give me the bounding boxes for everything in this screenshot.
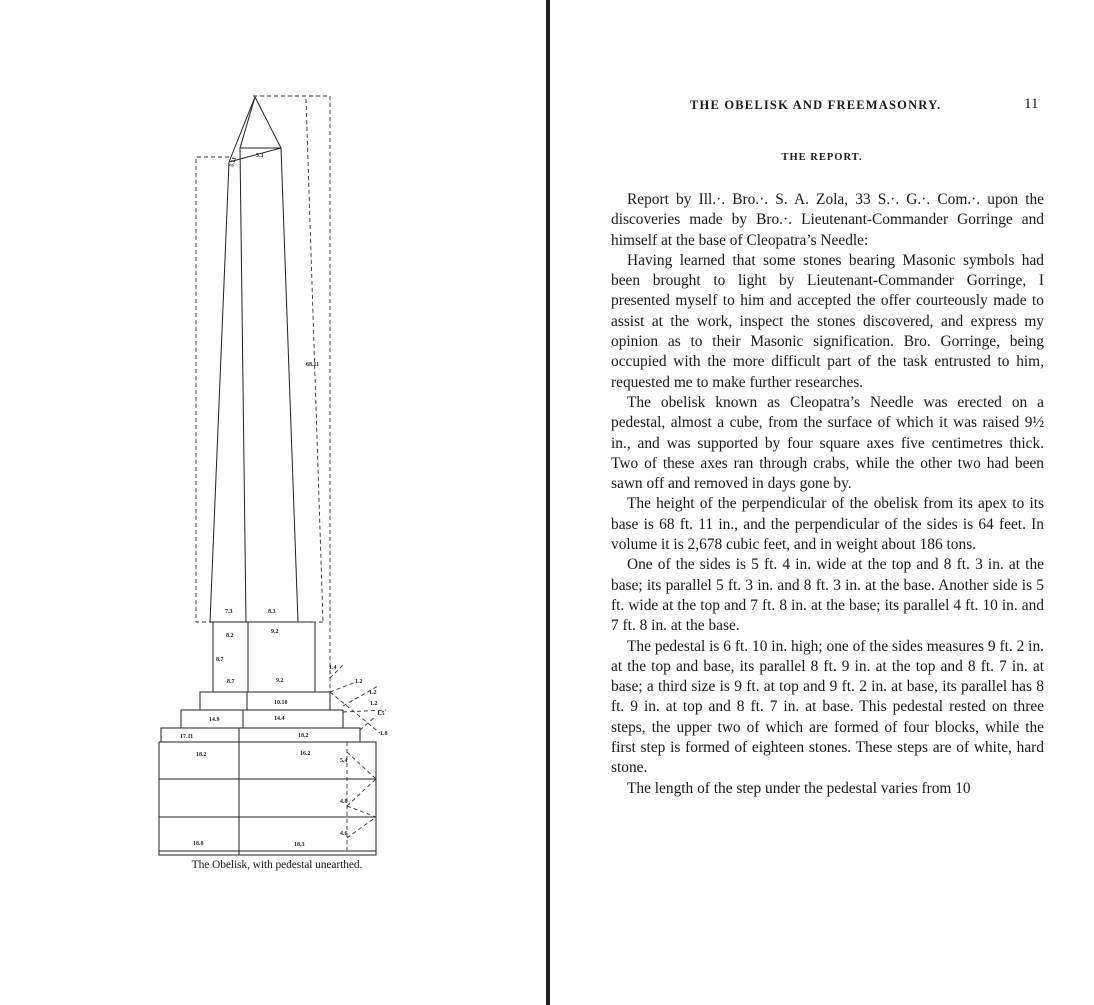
label-ped-d: 9.2 [276,678,284,684]
label-base-right: 8.3 [268,609,276,615]
label-diag-3: 1.2 [369,690,377,696]
label-found-c: 18.8 [193,841,204,847]
dim-top [253,96,330,692]
report-text [611,190,1044,799]
label-found-b: 16.2 [300,751,311,757]
label-found-d: 18.3 [294,842,305,848]
left-page [0,0,546,1005]
label-step-2-left: 14.9 [209,717,220,723]
label-diag-5: 1.5 [377,711,385,717]
paragraph: The obelisk known as Cleopatra’s Needle was erected on a pedestal, almost a cube, from the surface of which it was raised 9½ in., and was supported by four square axes five centimetres thick. Two of these axes ran through crabs, while the other two had been sawn off and removed in days gone by. [611,393,1044,493]
label-diag-4: 1.2 [370,701,378,707]
label-diag-2: 1.2 [355,679,363,685]
label-step-2-right: 14.4 [274,716,285,722]
label-side-2: 4.8 [340,799,348,805]
paragraph: The height of the perpendicular of the obelisk from its apex to its base is 68 ft. 11 in., and the perpendicular of the sides is 64 feet. In volume it is 2,678 cubic feet, and in weight about 186 tons. [611,495,1044,554]
label-ped-side: 8.7 [216,657,224,663]
label-ped-c: 8.7 [227,679,235,685]
label-ped-b: 9.2 [271,629,279,635]
section-title: THE REPORT. [781,152,863,163]
paragraph: The pedestal is 6 ft. 10 in. high; one of the sides measures 9 ft. 2 in. at the top and base, its parallel 8 ft. 9 in. at the top and 8 ft. 7 in. at base; a third size is 9 ft. at top and 9 ft. 2 in. at base, its parallel has 8 ft. 9 in. at top and 8 ft. 7 in. at base. This pedestal rested on three steps, the upper two of which are formed of four blocks, while the first step is formed of eighteen stones. These steps are of white, hard stone. [611,637,1044,777]
figure-caption: The Obelisk, with pedestal unearthed. [191,859,363,871]
label-apex-left: 5.11 [229,156,239,169]
label-step-3-left: 17.11 [180,734,194,740]
paragraph: One of the sides is 5 ft. 4 in. wide at the top and 8 ft. 3 in. at the base; its parallel 5 ft. 3 in. and 8 ft. 3 in. at the base. Another side is 5 ft. wide at the top and 7 ft. 8 in. at the base; its parallel 4 ft. 10 in. and 7 ft. 8 in. at the base. [611,556,1044,635]
paragraph: Having learned that some stones bearing Masonic symbols had been brought to light by Lieutenant-Commander Gorringe, I presented myself to him and accepted the offer courteously made to assist at the work, inspect the stones discovered, and express my opinion as to their Masonic signification. Bro. Gorringe, being occupied with the more difficult part of the task entrusted to him, requested me to make further researches. [611,251,1044,391]
label-diag-6: 1.8 [380,731,388,737]
right-page [550,0,1094,1005]
step-1 [200,692,330,710]
obelisk-shaft [210,148,298,622]
pyramidion [229,97,281,162]
label-base-left: 7.3 [225,609,233,615]
label-side-3: 4.6 [340,831,348,837]
label-ped-a: 8.2 [226,633,234,639]
label-step-3-right: 18.2 [298,733,309,739]
page-number: 11 [1024,96,1039,112]
label-found-a: 18.2 [196,752,207,758]
paragraph: Report by Ill.·. Bro.·. S. A. Zola, 33 S.·. G.·. Com.·. upon the discoveries made by Bro.·. Lieutenant-Commander Gorringe and himself at the base of Cleopatra’s Needle: [611,191,1044,249]
label-height: 68.11 [306,362,320,368]
paragraph: The length of the step under the pedestal varies from 10 [627,779,971,797]
label-step-1: 10.10 [274,700,288,706]
label-apex-right: 5.3 [256,153,264,159]
label-diag-1: 1.4 [329,665,337,671]
obelisk-edge [240,148,246,622]
step-2 [181,710,343,728]
obelisk-figure [0,0,546,1005]
running-head: THE OBELISK AND FREEMASONRY. [690,98,942,112]
label-side-1: 5.4 [340,758,348,764]
